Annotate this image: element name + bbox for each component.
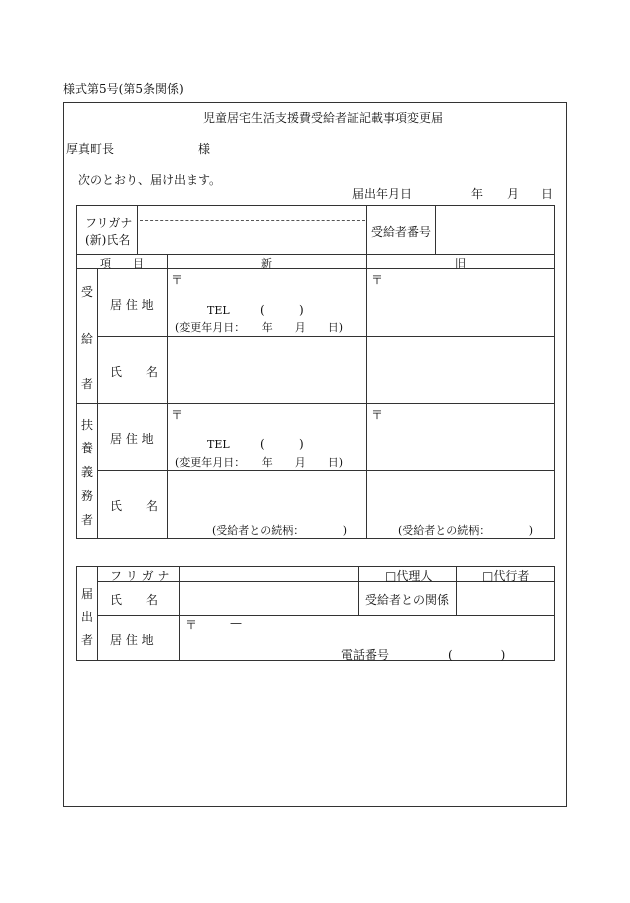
- notifier-name-label: 氏 名: [110, 593, 159, 607]
- guardian-new-tel-close: ): [299, 437, 304, 451]
- date-year: 年: [471, 187, 484, 201]
- date-day: 日: [541, 187, 554, 201]
- recipient-new-tel-open: (: [260, 303, 265, 317]
- notifier-relationship-label: 受給者との関係: [365, 593, 450, 607]
- guardian-new-change-date: (変更年月日： 年 月 日): [175, 456, 344, 469]
- column-header-new: 新: [261, 257, 272, 270]
- notifier-name-input[interactable]: [181, 583, 356, 614]
- form-number: 様式第5号(第5条関係): [63, 82, 184, 96]
- notifier-phone-label: 電話番号: [341, 648, 390, 662]
- addressee-honorific: 様: [198, 142, 211, 156]
- new-name-input[interactable]: [140, 222, 364, 252]
- notifier-furigana-label: フ リ ガ ナ: [110, 569, 170, 583]
- notifier-group-label-3: 者: [81, 633, 94, 647]
- furigana-input[interactable]: [140, 207, 364, 219]
- recipient-number-input[interactable]: [437, 207, 553, 253]
- guardian-old-name-input[interactable]: [368, 472, 553, 518]
- group-label-recipient-3: 者: [81, 377, 94, 391]
- guardian-new-residence-input[interactable]: [169, 420, 364, 436]
- recipient-old-name-input[interactable]: [368, 338, 553, 402]
- name-label: 氏 名: [110, 365, 159, 379]
- notifier-relationship-input[interactable]: [458, 583, 553, 614]
- date-label: 届出年月日: [352, 187, 413, 201]
- group-label-guardian-2: 養: [81, 441, 94, 455]
- guardian-old-relationship: (受給者との続柄： ): [398, 524, 534, 537]
- notifier-postal-mark: 〒: [185, 618, 198, 632]
- group-label-guardian-5: 者: [81, 513, 94, 527]
- residence-label: 居 住 地: [110, 298, 154, 312]
- group-label-guardian-4: 務: [81, 489, 94, 503]
- guardian-new-relationship: (受給者との続柄： ): [212, 524, 348, 537]
- proxy-checkbox-option[interactable]: □代行者: [482, 569, 530, 583]
- form-title: 児童居宅生活支援費受給者証記載事項変更届: [203, 111, 444, 125]
- notifier-phone-paren: ( ): [448, 648, 506, 662]
- guardian-new-name-input[interactable]: [169, 472, 364, 518]
- group-label-recipient-2: 給: [81, 332, 94, 346]
- recipient-new-postal-mark: 〒: [171, 273, 184, 287]
- guardian-residence-label: 居 住 地: [110, 432, 154, 446]
- notifier-group-label-2: 出: [81, 610, 94, 624]
- recipient-old-residence-input[interactable]: [368, 285, 553, 335]
- agent-checkbox-option[interactable]: □代理人: [385, 569, 433, 583]
- recipient-number-label: 受給者番号: [371, 225, 432, 239]
- guardian-name-label: 氏 名: [110, 499, 159, 513]
- new-name-label: (新)氏名: [85, 233, 131, 247]
- recipient-new-change-date: (変更年月日： 年 月 日): [175, 321, 344, 334]
- guardian-old-residence-input[interactable]: [368, 420, 553, 469]
- recipient-old-postal-mark: 〒: [371, 273, 384, 287]
- recipient-new-residence-input[interactable]: [169, 285, 364, 301]
- group-label-guardian-3: 義: [81, 465, 94, 479]
- column-header-item: 項 目: [100, 257, 144, 270]
- intro-text: 次のとおり、届け出ます。: [78, 173, 222, 187]
- guardian-new-postal-mark: 〒: [171, 408, 184, 422]
- notifier-residence-input[interactable]: [181, 630, 553, 644]
- notifier-group-label-1: 届: [81, 587, 94, 601]
- notifier-postal-dash: —: [230, 616, 242, 630]
- guardian-new-tel-open: (: [260, 437, 265, 451]
- date-month: 月: [507, 187, 520, 201]
- guardian-old-postal-mark: 〒: [371, 408, 384, 422]
- notifier-residence-label: 居 住 地: [110, 633, 154, 647]
- group-label-recipient-1: 受: [81, 285, 94, 299]
- furigana-label: フリガナ: [85, 216, 133, 230]
- column-header-old: 旧: [455, 257, 466, 270]
- guardian-new-tel-label: TEL: [207, 438, 230, 451]
- addressee-office: 厚真町長: [66, 142, 115, 156]
- recipient-new-tel-close: ): [299, 303, 304, 317]
- recipient-new-name-input[interactable]: [169, 338, 364, 402]
- group-label-guardian-1: 扶: [81, 418, 94, 432]
- notifier-furigana-input[interactable]: [181, 568, 356, 580]
- recipient-new-tel-label: TEL: [207, 304, 230, 317]
